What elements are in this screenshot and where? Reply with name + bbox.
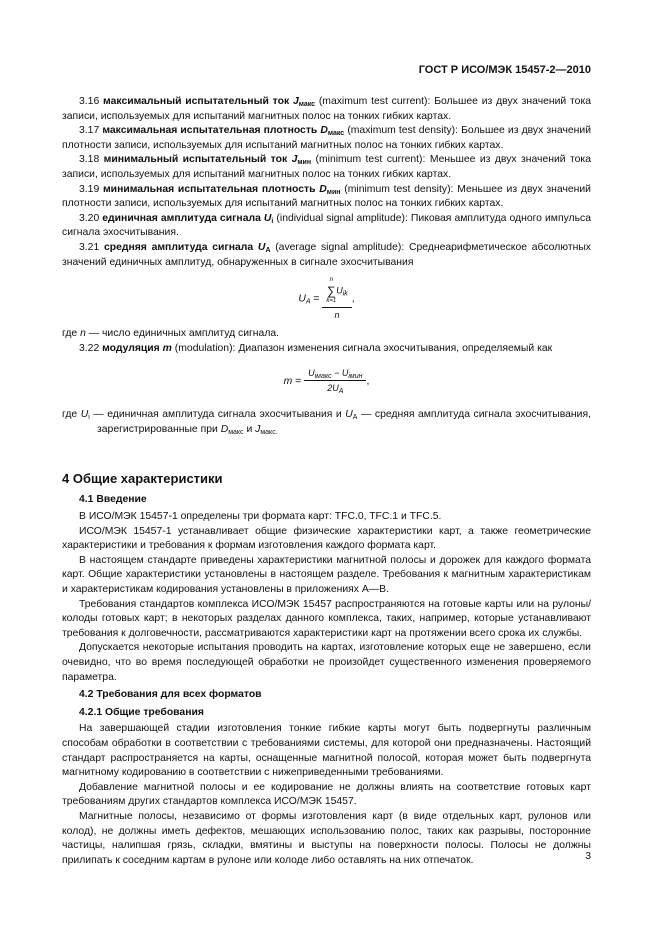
paragraph: Требования стандартов комплекса ИСО/МЭК 15457 распространяются на готовые карты или на рулоны/колоды готовых карт; в некоторых разделах данного комплекса, таких, например, которые устанавливают требования к долговечности, рассматриваются характеристики карт на протяжении всего срока их службы. — [62, 598, 591, 639]
definition-en: (individual signal amplitude): — [276, 212, 408, 224]
section-4 — [62, 470, 591, 869]
definition-term: максимальная испытательная плотность — [102, 125, 318, 137]
definition-num: 3.18 — [79, 154, 100, 166]
paragraph: В ИСО/МЭК 15457-1 определены три формата карт: TFC.0, TFC.1 и TFC.5. — [79, 511, 442, 523]
definition-term: средняя амплитуда сигнала — [103, 241, 254, 253]
formula-average-amplitude: $U_A$ = n ∑ k=1 $U_{ik}$ n , — [298, 277, 355, 321]
paragraph: Добавление магнитной полосы и ее кодирование не должны влиять на соответствие готовых карт требованиям других стандартов комплекса ИСО/МЭК 15457. — [62, 781, 591, 808]
page-body — [62, 95, 591, 868]
definition-term: единичная амплитуда сигнала — [102, 212, 261, 224]
definition-3-18 — [62, 153, 591, 182]
definition-en: (maximum test density): — [347, 125, 458, 137]
definition-sym: U — [263, 212, 272, 224]
definition-sub: мин — [297, 159, 312, 167]
definition-sub: мин — [326, 188, 341, 196]
definition-sym: J — [291, 154, 298, 166]
where-n: где n — число единичных амплитуд сигнала. 3.22 модуляция m (modulation): Диапазон изменения сигнала эхосчитывания, определяемый как — [62, 327, 591, 356]
definition-3-22: 3.22 модуляция m (modulation): Диапазон изменения сигнала эхосчитывания, определяемый как — [79, 342, 553, 354]
definition-sub: i — [271, 217, 274, 225]
paragraph: На завершающей стадии изготовления тонкие гибкие карты могут быть подвергнуты различным способам обработки в соответствии с требованиями системы, для которой они предназначены. Настоящий стандарт распространяется на карты, оснащенные магнитной полосой, которая может быть подвергнута магнитному кодированию в соответствии с нижеприведенными требованиями. — [62, 723, 591, 779]
definition-text: Большее из двух значений плотности записи, используемых для испытаний магнитных полос на тонких гибких картах. — [62, 125, 591, 151]
definition-3-16 — [62, 95, 591, 124]
definition-sub: макс — [327, 130, 345, 138]
where-u: где $U_i$ — единичная амплитуда сигнала эхосчитывания и $U_A$ — средняя амплитуда сигнала эхосчитывания, зарегистрированные при $D_{макс}$ и $J_{макс.}$ — [62, 409, 591, 436]
section-heading: 4 Общие характеристики — [62, 470, 223, 486]
definition-num: 3.16 — [79, 96, 100, 107]
subsection-heading: 4.2 Требования для всех форматов — [79, 689, 262, 701]
definition-num: 3.20 — [79, 212, 100, 224]
document-header: ГОСТ Р ИСО/МЭК 15457-2—2010 — [418, 64, 591, 76]
definition-sym: J — [292, 96, 299, 107]
definition-sym: D — [319, 183, 327, 195]
definition-en: (minimum test density): — [344, 183, 454, 195]
paragraph: Допускается некоторые испытания проводить на картах, изготовление которых еще не завершено, если очевидно, что во время последующей обработки не произойдет существенного изменения проверяемого параметра. — [62, 642, 591, 683]
definition-sub: макс — [298, 101, 316, 108]
paragraph: ИСО/МЭК 15457-1 устанавливает общие физические характеристики карт, а также геометрические характеристики и требования к формам изготовления каждого формата карт. — [62, 525, 591, 552]
paragraph: В настоящем стандарте приведены характеристики магнитной полосы и дорожек для каждого формата карт. Общие характеристики установлены в настоящем разделе. Требования к магнитным характеристикам и характеристикам кодирования установлены в приложениях А—В. — [62, 554, 591, 596]
definition-term: минимальная испытательная плотность — [103, 183, 316, 195]
definition-text: Большее из двух значений тока записи, используемых для испытаний магнитных полос на тонких гибких картах. — [62, 96, 592, 122]
definition-3-20 — [62, 212, 591, 241]
definition-num: 3.19 — [79, 183, 100, 195]
definition-text: Пиковая амплитуда одного импульса сигнала эхосчитывания. — [62, 212, 591, 239]
definition-3-19 — [62, 183, 591, 212]
definition-sym: U — [257, 241, 266, 253]
definition-en: (average signal amplitude): — [275, 241, 405, 253]
definition-num: 3.21 — [79, 241, 100, 253]
formula-modulation: m = $\frac{U_{iмакс} - U_{iмин}}{2U_A}$ , — [283, 368, 370, 396]
definition-en: (maximum test current): — [318, 96, 431, 107]
definition-term: минимальный испытательный ток — [103, 154, 288, 166]
definition-text: Меньшее из двух значений плотности записи, используемых для испытаний магнитных полос на тонких гибких картах. — [62, 183, 591, 210]
definition-3-17 — [62, 124, 591, 153]
subsection-heading: 4.2.1 Общие требования — [79, 706, 204, 718]
definitions — [62, 95, 591, 270]
definition-text: Меньшее из двух значений тока записи, используемых для испытаний магнитных полос на тонких гибких картах. — [62, 154, 591, 180]
definition-term: максимальный испытательный ток — [103, 96, 290, 107]
page-number: 3 — [585, 851, 591, 862]
subsection-heading: 4.1 Введение — [79, 493, 147, 505]
definition-en: (minimum test current): — [315, 154, 426, 166]
definition-sym: D — [320, 125, 328, 137]
definition-text: Среднеарифметическое абсолютных значений единичных амплитуд, обнаруженных в сигнале эхосчитывания — [62, 241, 591, 268]
definition-3-21 — [62, 241, 591, 270]
definition-sub: A — [265, 246, 271, 254]
paragraph: Магнитные полосы, независимо от формы изготовления карт (в виде отдельных карт, рулонов или колод), не должны иметь дефектов, мешающих использованию полос, таких как разрывы, посторонние частицы, налипшая грязь, складки, вмятины и выступы на поверхности полосы. Полосы не должны прилипать к соседним картам в рулоне или колоде либо оставлять на них отпечаток. — [62, 810, 591, 866]
definition-num: 3.17 — [79, 125, 100, 137]
